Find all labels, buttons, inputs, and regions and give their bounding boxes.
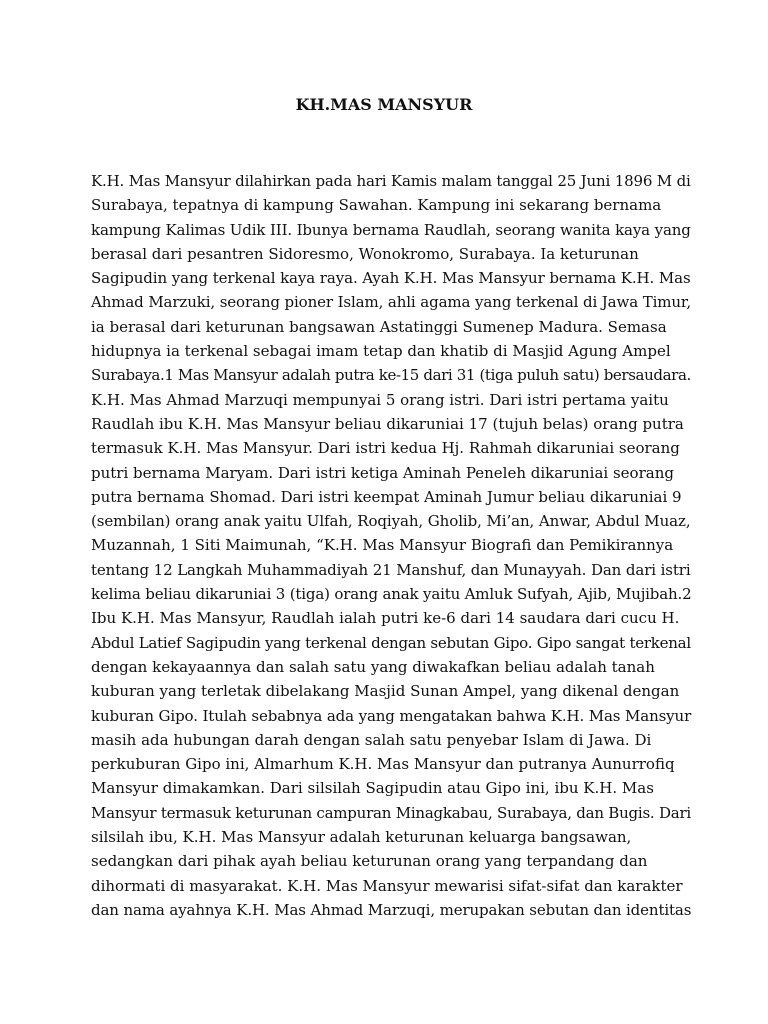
body-line: perkuburan Gipo ini, Almarhum K.H. Mas Mansyur dan putranya Aunurrofiq: [91, 755, 675, 774]
body-line: kelima beliau dikaruniai 3 (tiga) orang anak yaitu Amluk Sufyah, Ajib, Mujibah.2: [91, 585, 692, 604]
body-line: Surabaya, tepatnya di kampung Sawahan. Kampung ini sekarang bernama: [91, 196, 662, 215]
body-line: K.H. Mas Mansyur dilahirkan pada hari Kamis malam tanggal 25 Juni 1896 M di: [91, 172, 691, 190]
body-line: putra bernama Shomad. Dari istri keempat Aminah Jumur beliau dikaruniai 9: [91, 487, 682, 506]
body-line: hidupnya ia terkenal sebagai imam tetap dan khatib di Masjid Agung Ampel: [91, 342, 671, 361]
body-line: Surabaya.1 Mas Mansyur adalah putra ke-15 dari 31 (tiga puluh satu) bersaudara.: [91, 366, 691, 385]
body-line: Mansyur termasuk keturunan campuran Minagkabau, Surabaya, dan Bugis. Dari: [91, 803, 691, 822]
body-line: kuburan Gipo. Itulah sebabnya ada yang mengatakan bahwa K.H. Mas Mansyur: [91, 706, 692, 725]
body-line: silsilah ibu, K.H. Mas Mansyur adalah keturunan keluarga bangsawan,: [91, 828, 632, 847]
body-line: Ibu K.H. Mas Mansyur, Raudlah ialah putri ke-6 dari 14 saudara dari cucu H.: [91, 609, 680, 628]
body-line: dan nama ayahnya K.H. Mas Ahmad Marzuqi, merupakan sebutan dan identitas: [91, 900, 692, 919]
body-line: sedangkan dari pihak ayah beliau keturunan orang yang terpandang dan: [91, 852, 648, 871]
body-line: putri bernama Maryam. Dari istri ketiga Aminah Peneleh dikaruniai seorang: [91, 463, 674, 482]
body-line: Muzannah, 1 Siti Maimunah, “K.H. Mas Mansyur Biografi dan Pemikirannya: [91, 536, 674, 555]
body-line: K.H. Mas Ahmad Marzuqi mempunyai 5 orang istri. Dari istri pertama yaitu: [91, 390, 669, 409]
body-line: dihormati di masyarakat. K.H. Mas Mansyur mewarisi sifat-sifat dan karakter: [91, 876, 683, 895]
body-line: berasal dari pesantren Sidoresmo, Wonokromo, Surabaya. Ia keturunan: [91, 244, 639, 263]
body-line: (sembilan) orang anak yaitu Ulfah, Roqiyah, Gholib, Mi’an, Anwar, Abdul Muaz,: [91, 512, 691, 531]
body-line: tentang 12 Langkah Muhammadiyah 21 Manshuf, dan Munayyah. Dan dari istri: [91, 560, 691, 579]
body-line: kampung Kalimas Udik III. Ibunya bernama Raudlah, seorang wanita kaya yang: [91, 220, 691, 239]
document-title: KH.MAS MANSYUR: [295, 95, 473, 114]
document-body: [91, 169, 691, 922]
body-line: masih ada hubungan darah dengan salah satu penyebar Islam di Jawa. Di: [91, 730, 652, 749]
body-line: termasuk K.H. Mas Mansyur. Dari istri kedua Hj. Rahmah dikaruniai seorang: [91, 439, 680, 458]
body-line: Raudlah ibu K.H. Mas Mansyur beliau dikaruniai 17 (tujuh belas) orang putra: [91, 414, 684, 433]
body-line: Abdul Latief Sagipudin yang terkenal dengan sebutan Gipo. Gipo sangat terkenal: [91, 633, 691, 652]
body-line: kuburan yang terletak dibelakang Masjid Sunan Ampel, yang dikenal dengan: [91, 682, 680, 701]
body-line: dengan kekayaannya dan salah satu yang diwakafkan beliau adalah tanah: [91, 657, 655, 676]
body-line: Sagipudin yang terkenal kaya raya. Ayah K.H. Mas Mansyur bernama K.H. Mas: [91, 269, 691, 288]
body-line: Ahmad Marzuki, seorang pioner Islam, ahli agama yang terkenal di Jawa Timur,: [91, 293, 691, 312]
body-line: Mansyur dimakamkan. Dari silsilah Sagipudin atau Gipo ini, ibu K.H. Mas: [91, 779, 654, 798]
body-line: ia berasal dari keturunan bangsawan Astatinggi Sumenep Madura. Semasa: [91, 317, 667, 336]
